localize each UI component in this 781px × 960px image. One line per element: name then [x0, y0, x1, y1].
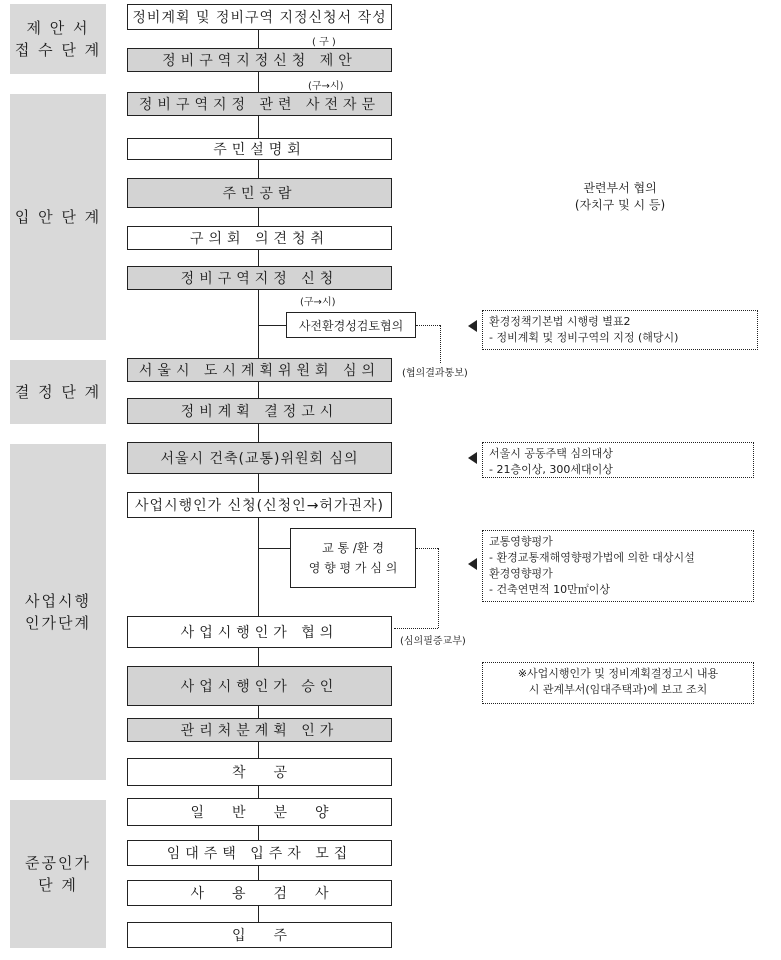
- connector: [258, 648, 259, 666]
- connector: [258, 250, 259, 266]
- branch-line: [258, 548, 290, 549]
- note-traffic-eval: [482, 530, 754, 602]
- step-move-in: 입주: [127, 922, 392, 948]
- note-line: 교통영향평가: [489, 535, 553, 548]
- dotted-link: [394, 628, 438, 629]
- connector: [258, 72, 259, 92]
- dotted-link: [440, 325, 441, 363]
- step-building-committee: 서울시 건축(교통)위원회 심의: [127, 442, 392, 474]
- connector: [258, 786, 259, 798]
- note-env-law: [482, 310, 758, 350]
- step-public-inspection: 주민공람: [127, 178, 392, 208]
- note-line: 시 관계부서(임대주택과)에 보고 조치: [528, 682, 708, 696]
- note-line: 서울시 공동주택 심의대상: [489, 447, 613, 460]
- flow-label-consult-result: (협의결과통보): [402, 368, 468, 379]
- note-line: 환경정책기본법 시행령 별표2: [489, 315, 631, 328]
- connector: [258, 866, 259, 880]
- connector: [258, 116, 259, 138]
- step-use-inspection: 사용검사: [127, 880, 392, 906]
- stage-proposal: 제 안 서 접 수 단 계: [10, 4, 106, 74]
- step-pre-consultation: 정비구역지정 관련 사전자문: [127, 92, 392, 116]
- connector: [258, 382, 259, 398]
- note-line: ※사업시행인가 및 정비계획결정고시 내용: [517, 667, 719, 680]
- flow-label-gu-si: (구→시): [300, 297, 336, 308]
- note-line: 환경영향평가: [489, 566, 553, 580]
- dotted-link: [438, 548, 439, 628]
- branch-line: [258, 325, 286, 326]
- stage-completion: 준공인가 단 계: [10, 800, 106, 948]
- note-line: - 건축연면적 10만㎡이상: [489, 582, 610, 596]
- step-approval-granted: 사업시행인가 승인: [127, 666, 392, 706]
- flow-label-gu: ( 구 ): [312, 37, 336, 48]
- pointer-arrow-icon: [468, 452, 477, 464]
- connector: [258, 30, 259, 48]
- related-dept-line2: (자치구 및 시 등): [574, 197, 666, 212]
- connector: [258, 518, 259, 616]
- flow-label-review-cert: (심의필증교부): [400, 636, 466, 647]
- connector: [258, 906, 259, 922]
- connector: [258, 706, 259, 718]
- step-construction-start: 착공: [127, 758, 392, 786]
- pointer-arrow-icon: [468, 558, 477, 570]
- step-planning-committee: 서울시 도시계획위원회 심의: [127, 358, 392, 382]
- side-env-review: 사전환경성검토협의: [286, 312, 416, 338]
- note-line: - 환경교통재해영향평가법에 의한 대상시설: [489, 550, 695, 564]
- note-line: - 정비계획 및 정비구역의 지정 (해당시): [489, 330, 679, 344]
- note-line: - 21층이상, 300세대이상: [489, 462, 613, 476]
- side-traffic-env-review: 교 통 /환 경 영 향 평 가 심 의: [290, 528, 416, 588]
- dotted-link: [416, 325, 440, 326]
- connector: [258, 826, 259, 840]
- connector: [258, 208, 259, 226]
- connector: [258, 424, 259, 442]
- step-approval-consultation: 사업시행인가 협의: [127, 616, 392, 648]
- pointer-arrow-icon: [468, 320, 477, 332]
- step-proposal: 정비구역지정신청 제안: [127, 48, 392, 72]
- step-plan-notice: 정비계획 결정고시: [127, 398, 392, 424]
- connector: [258, 742, 259, 758]
- connector: [258, 474, 259, 492]
- step-disposition-plan: 관리처분계획 인가: [127, 718, 392, 742]
- note-report: [482, 662, 754, 704]
- step-zone-application: 정비구역지정 신청: [127, 266, 392, 290]
- stage-project-approval: 사업시행 인가단계: [10, 444, 106, 780]
- connector: [258, 160, 259, 178]
- stage-decision: 결 정 단 계: [10, 360, 106, 424]
- note-seoul-housing: [482, 442, 754, 478]
- connector: [258, 290, 259, 358]
- step-rental-recruitment: 임대주택 입주자 모집: [127, 840, 392, 866]
- step-resident-briefing: 주민설명회: [127, 138, 392, 160]
- step-application-draft: 정비계획 및 정비구역 지정신청서 작성: [127, 4, 392, 30]
- step-general-sale: 일반분양: [127, 798, 392, 826]
- flow-label-gu-si: (구→시): [308, 81, 344, 92]
- step-council-opinion: 구의회 의견청취: [127, 226, 392, 250]
- related-dept-note: [540, 180, 700, 214]
- related-dept-line1: 관련부서 협의: [583, 181, 657, 195]
- dotted-link: [416, 548, 438, 549]
- stage-drafting: 입 안 단 계: [10, 94, 106, 340]
- step-approval-application: 사업시행인가 신청(신청인→허가권자): [127, 492, 392, 518]
